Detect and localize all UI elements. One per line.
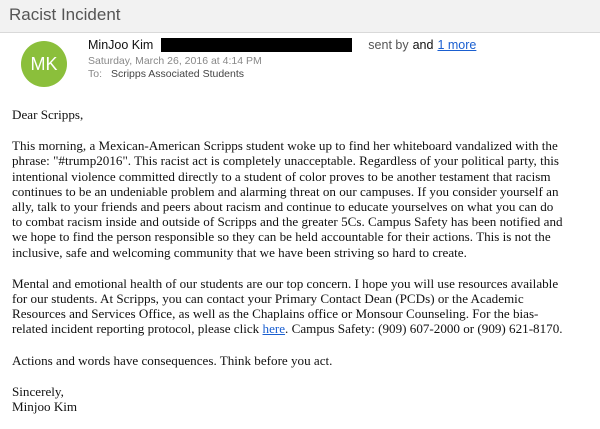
paragraph-line: Resources and Services Office, as well as the Chaplains office or Monsour Counseling. For the bias- (12, 306, 539, 322)
redaction-bar (161, 38, 352, 52)
sender-line (88, 37, 476, 53)
paragraph-line: we hope to find the person responsible so they can be held accountable for their actions. This is not the (12, 229, 551, 245)
paragraph-3: Actions and words have consequences. Think before you act. (12, 352, 333, 368)
signature: Minjoo Kim (12, 399, 78, 415)
email-subject: Racist Incident (9, 5, 121, 24)
recipient[interactable]: Scripps Associated Students (110, 68, 245, 80)
line-text: related incident reporting protocol, please click (12, 321, 263, 337)
email-date: Saturday, March 26, 2016 at 4:14 PM (88, 55, 262, 67)
paragraph-line: intentional violence committed directly to a student of color proves to be another testament that racism (12, 168, 551, 184)
email-body (12, 107, 592, 414)
paragraph-line: This morning, a Mexican-American Scripps student woke up to find her whiteboard vandalized with the (12, 138, 558, 154)
here-link[interactable]: here (262, 321, 286, 337)
paragraph-line: to combat racism inside and outside of Scripps and the greater 5Cs. Campus Safety has been notified and (12, 214, 563, 230)
line-text: . Campus Safety: (909) 607-2000 or (909) 621-8170. (285, 321, 563, 337)
subject-bar (0, 0, 600, 33)
closing: Sincerely, (12, 383, 64, 399)
sender-avatar: MK (21, 41, 67, 87)
more-recipients-link[interactable]: 1 more (437, 38, 477, 52)
sender-name[interactable]: MinJoo Kim (88, 38, 154, 52)
sent-by-label: sent by (368, 38, 409, 52)
paragraph-line: inclusive, safe and welcoming community that we have been striving so hard to create. (12, 244, 467, 260)
paragraph-line: Mental and emotional health of our students are our top concern. I hope you will use resources available (12, 275, 559, 291)
paragraph-2 (12, 276, 592, 337)
and-label: and (412, 38, 434, 52)
paragraph-line: continues to be an undeniable problem and alarming threat on our campuses. If you consider yourself an (12, 183, 559, 199)
paragraph-line (12, 321, 592, 336)
to-label: To: (88, 68, 103, 80)
greeting: Dear Scripps, (12, 107, 84, 122)
paragraph-line: ally, talk to your friends and peers about racism and continue to educate yourselves on what you can do (12, 199, 554, 215)
paragraph-line: phrase: "#trump2016". This racist act is completely unacceptable. Regardless of your political party, this (12, 153, 560, 169)
paragraph-line: for our students. At Scripps, you can contact your Primary Contact Dean (PCDs) or the Academic (12, 291, 524, 307)
to-line (88, 68, 244, 80)
paragraph-1 (12, 138, 592, 260)
